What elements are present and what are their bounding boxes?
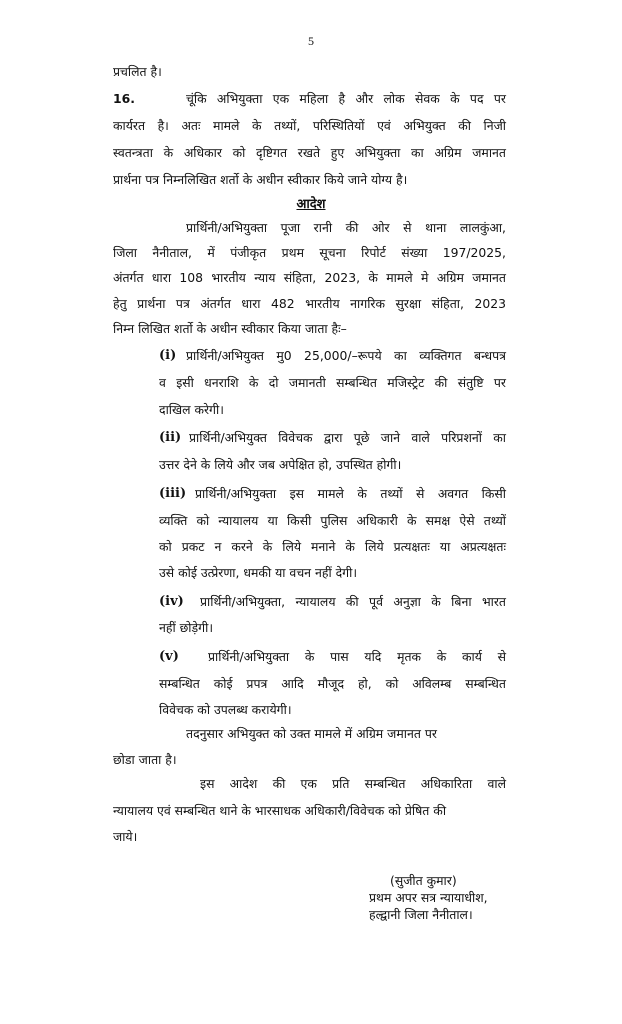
- paragraph-16-line-4: प्रार्थना पत्र निम्नलिखित शर्तो के अधीन स्वीकार किये जाने योग्य है।: [113, 172, 408, 187]
- closing-line-3: इस आदेश की एक प्रति सम्बन्धित अधिकारिता वाले: [200, 776, 506, 791]
- condition-3-line-1: प्रार्थिनी/अभियुक्ता इस मामले के तथ्यों से अवगत किसी: [195, 486, 506, 501]
- condition-1-line-3: दाखिल करेगी।: [159, 402, 224, 417]
- signatory-name: (सुजीत कुमार): [390, 873, 457, 888]
- condition-marker: (v): [159, 649, 179, 664]
- closing-line-1: तदनुसार अभियुक्त को उक्त मामले में अग्रिम जमानत पर: [186, 726, 437, 741]
- paragraph-16-line-2: कार्यरत है। अतः मामले के तथ्यों, परिस्थितियों एवं अभियुक्त की निजी: [113, 118, 506, 133]
- condition-2-line-2: उत्तर देने के लिये और जब अपेक्षित हो, उपस्थित होगी।: [159, 457, 402, 472]
- condition-marker: (iv): [159, 594, 184, 609]
- signatory-place: हल्द्वानी जिला नैनीताल।: [369, 907, 473, 922]
- condition-marker: (iii): [159, 486, 187, 501]
- condition-5-line-1: प्रार्थिनी/अभियुक्ता के पास यदि मृतक के कार्य से: [208, 649, 506, 664]
- condition-4-line-1: प्रार्थिनी/अभियुक्ता, न्यायालय की पूर्व अनुज्ञा के बिना भारत: [200, 594, 506, 609]
- condition-marker: (i): [159, 348, 177, 363]
- paragraph-16-line-1: चूंकि अभियुक्ता एक महिला है और लोक सेवक के पद पर: [186, 91, 506, 106]
- paragraph-16-line-3: स्वतन्त्रता के अधिकार को दृष्टिगत रखते हुए अभियुक्ता का अग्रिम जमानत: [113, 145, 506, 160]
- order-line-3: अंतर्गत धारा 108 भारतीय न्याय संहिता, 2023, के मामले मे अग्रिम जमानत: [113, 270, 506, 285]
- condition-4-line-2: नहीं छोड़ेगी।: [159, 620, 214, 635]
- condition-3-line-2: व्यक्ति को न्यायालय या किसी पुलिस अधिकारी के समक्ष ऐसे तथ्यों: [159, 513, 506, 528]
- condition-3-line-3: को प्रकट न करने के लिये मनाने के लिये प्रत्यक्षतः या अप्रत्यक्षतः: [159, 539, 506, 554]
- condition-1-line-1: प्रार्थिनी/अभियुक्त मु0 25,000/–रूपये का व्यक्तिगत बन्धपत्र: [186, 348, 506, 363]
- signatory-designation: प्रथम अपर सत्र न्यायाधीश,: [369, 890, 488, 905]
- closing-line-4: न्यायालय एवं सम्बन्धित थाने के भारसाधक अधिकारी/विवेचक को प्रेषित की: [113, 803, 447, 818]
- paragraph-number: 16.: [113, 91, 135, 106]
- order-title: आदेश: [296, 197, 326, 212]
- order-line-2: जिला नैनीताल, में पंजीकृत प्रथम सूचना रिपोर्ट संख्या 197/2025,: [113, 245, 506, 260]
- order-line-4: हेतु प्रार्थना पत्र अंतर्गत धारा 482 भारतीय नागरिक सुरक्षा संहिता, 2023: [113, 296, 506, 311]
- condition-3-line-4: उसे कोई उत्प्रेरणा, धमकी या वचन नहीं देगी।: [159, 565, 358, 580]
- condition-1-line-2: व इसी धनराशि के दो जमानती सम्बन्धित मजिस्ट्रेट की संतुष्टि पर: [159, 375, 506, 390]
- closing-line-5: जाये।: [113, 829, 138, 844]
- closing-line-2: छोडा जाता है।: [113, 752, 177, 767]
- order-line-5: निम्न लिखित शर्तो के अधीन स्वीकार किया जाता हैः–: [113, 321, 347, 336]
- condition-5-line-2: सम्बन्धित कोई प्रपत्र आदि मौजूद हो, को अविलम्ब सम्बन्धित: [159, 676, 506, 691]
- condition-marker: (ii): [159, 430, 182, 445]
- condition-2-line-1: प्रार्थिनी/अभियुक्त विवेचक द्वारा पूछे जाने वाले परिप्रशनों का: [189, 430, 506, 445]
- page-number: 5: [308, 34, 314, 48]
- condition-5-line-3: विवेचक को उपलब्ध करायेगी।: [159, 702, 292, 717]
- order-line-1: प्रार्थिनी/अभियुक्ता पूजा रानी की ओर से थाना लालकुंआ,: [186, 220, 506, 235]
- previous-paragraph-end: प्रचलित है।: [113, 64, 162, 79]
